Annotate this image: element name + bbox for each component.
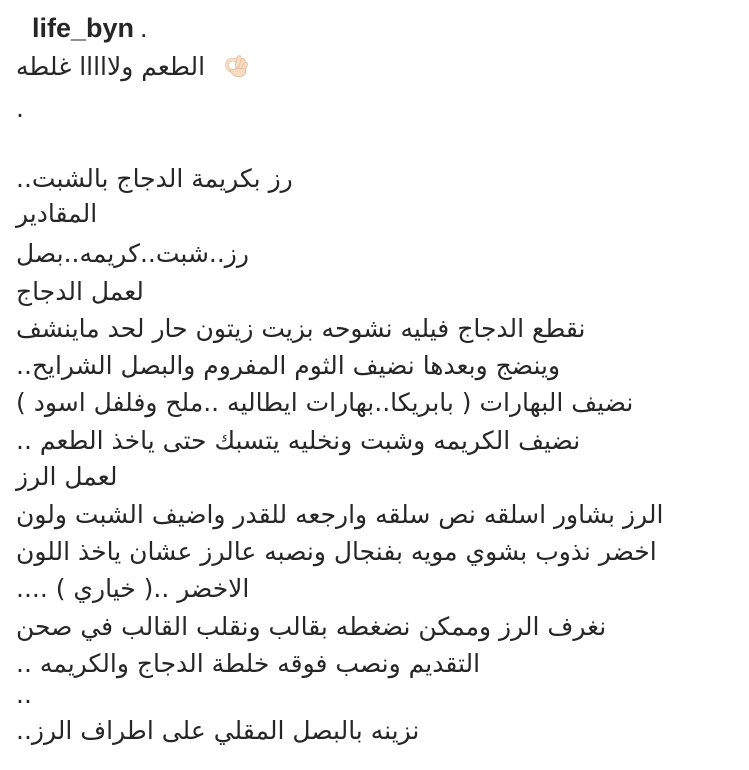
caption-line: رز..شبت..كريمه..بصل	[16, 239, 249, 268]
caption-line: اخضر نذوب بشوي مويه بفنجال ونصبه عالرز عشان ياخذ اللون	[16, 537, 657, 566]
caption-line: .	[16, 94, 24, 123]
caption-line: نضيف الكريمه وشبت ونخليه يتسبك حتى ياخذ الطعم ..	[16, 426, 581, 455]
ok-hand-icon	[223, 52, 251, 80]
caption-line: المقادير	[16, 199, 98, 228]
caption-first-line	[0, 48, 749, 85]
caption-line: نقطع الدجاج فيليه نشوحه بزيت زيتون حار لحد ماينشف	[16, 314, 586, 343]
caption-line: لعمل الدجاج	[16, 277, 144, 306]
caption-line: نضيف البهارات ( بابريكا..بهارات ايطاليه ..ملح وفلفل اسود )	[16, 388, 634, 417]
caption-line: رز بكريمة الدجاج بالشبت..	[16, 164, 293, 193]
caption-line: الاخضر ..( خياري ) ....	[16, 574, 250, 603]
caption-line: نغرف الرز وممكن نضغطه بقالب ونقلب القالب في صحن	[16, 612, 607, 641]
caption-line: ..	[16, 680, 32, 709]
caption-line: الرز بشاور اسلقه نص سلقه وارجعه للقدر واضيف الشبت ولون	[16, 500, 664, 529]
caption-line-text: الطعم ولااااا غلطه	[16, 52, 206, 81]
username-separator: .	[140, 13, 148, 43]
caption-line: لعمل الرز	[16, 462, 118, 491]
caption-line: نزينه بالبصل المقلي على اطراف الرز..	[16, 716, 420, 745]
username-link[interactable]: life_byn	[32, 13, 135, 43]
caption-line: التقديم ونصب فوقه خلطة الدجاج والكريمه ..	[16, 649, 481, 678]
caption-line: وينضج وبعدها نضيف الثوم المفروم والبصل الشرايح..	[16, 351, 561, 380]
username-header	[32, 12, 148, 44]
